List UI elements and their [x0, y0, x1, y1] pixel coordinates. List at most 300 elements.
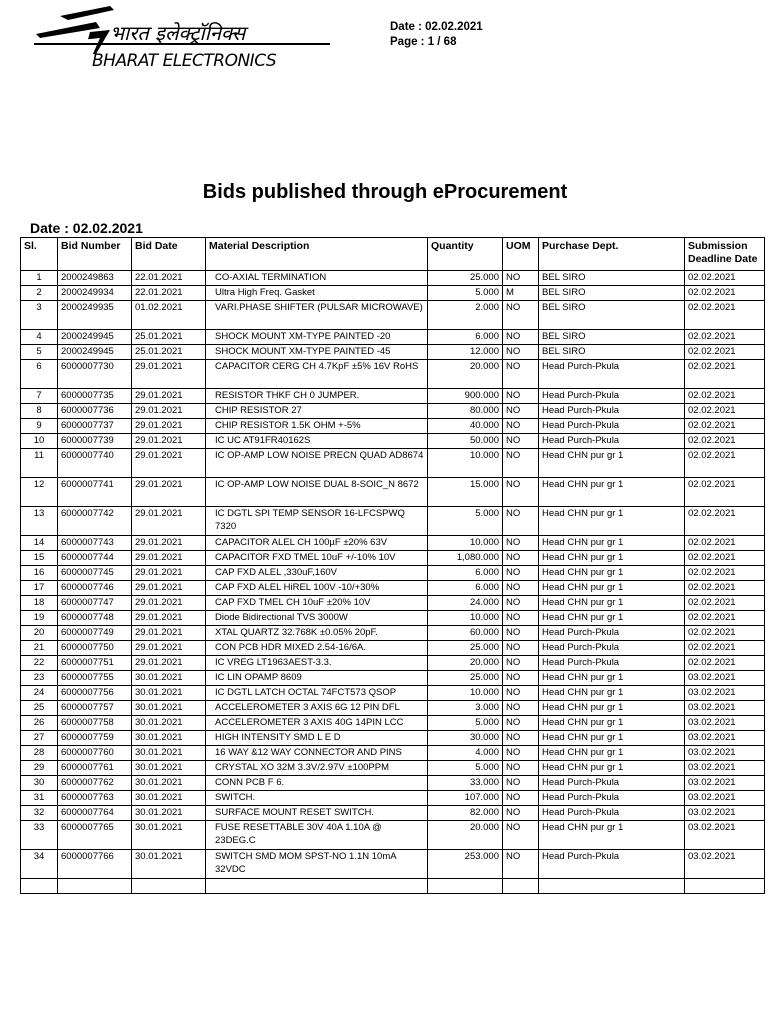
material-description-cell: [206, 286, 428, 301]
bid-date-cell: 30.01.2021: [132, 850, 206, 879]
deadline-cell: 02.02.2021: [685, 478, 765, 507]
sl-cell: 27: [21, 731, 58, 746]
material-description-cell: [206, 716, 428, 731]
purchase-dept-cell: Head CHN pur gr 1: [539, 581, 685, 596]
bid-number-cell: 6000007741: [58, 478, 132, 507]
uom-cell: NO: [503, 449, 539, 478]
material-description-cell: [206, 626, 428, 641]
purchase-dept-cell: Head CHN pur gr 1: [539, 596, 685, 611]
bid-number-cell: 6000007746: [58, 581, 132, 596]
sl-cell: 15: [21, 551, 58, 566]
material-description-text: SURFACE MOUNT RESET SWITCH.: [215, 807, 375, 818]
sl-cell: 12: [21, 478, 58, 507]
sl-cell: 8: [21, 404, 58, 419]
bid-number-cell: 6000007747: [58, 596, 132, 611]
sl-cell: 25: [21, 701, 58, 716]
uom-cell: NO: [503, 330, 539, 345]
sl-cell: 34: [21, 850, 58, 879]
material-description-cell: [206, 389, 428, 404]
deadline-cell: 03.02.2021: [685, 850, 765, 879]
material-description-cell: [206, 611, 428, 626]
quantity-cell: 5.000: [428, 716, 503, 731]
sl-cell: 10: [21, 434, 58, 449]
empty-cell: [428, 879, 503, 894]
uom-cell: NO: [503, 671, 539, 686]
quantity-cell: 82.000: [428, 806, 503, 821]
quantity-cell: 5.000: [428, 507, 503, 536]
bid-date-cell: 30.01.2021: [132, 701, 206, 716]
sl-cell: 20: [21, 626, 58, 641]
material-description-cell: [206, 806, 428, 821]
uom-cell: NO: [503, 404, 539, 419]
purchase-dept-cell: BEL SIRO: [539, 301, 685, 330]
logo-hindi-text: भारत इलेक्ट्रॉनिक्स: [110, 21, 246, 45]
col-bid-number: Bid Number: [58, 238, 132, 271]
deadline-cell: 02.02.2021: [685, 419, 765, 434]
empty-cell: [539, 879, 685, 894]
uom-cell: NO: [503, 850, 539, 879]
uom-cell: NO: [503, 776, 539, 791]
bid-number-cell: 2000249863: [58, 271, 132, 286]
bid-number-cell: 6000007748: [58, 611, 132, 626]
bid-date-cell: 29.01.2021: [132, 434, 206, 449]
uom-cell: NO: [503, 821, 539, 850]
bid-date-cell: 25.01.2021: [132, 345, 206, 360]
deadline-cell: 03.02.2021: [685, 746, 765, 761]
material-description-text: CHIP RESISTOR 1.5K OHM +-5%: [215, 420, 361, 431]
material-description-text: IC DGTL LATCH OCTAL 74FCT573 QSOP: [215, 687, 397, 698]
deadline-cell: 03.02.2021: [685, 761, 765, 776]
uom-cell: M: [503, 286, 539, 301]
sl-cell: 21: [21, 641, 58, 656]
material-description-cell: [206, 791, 428, 806]
material-description-text: SWITCH SMD MOM SPST-NO 1.1N 10mA 32VDC: [215, 851, 397, 875]
quantity-cell: 10.000: [428, 686, 503, 701]
material-description-text: IC VREG LT1963AEST-3.3.: [215, 657, 332, 668]
sl-cell: 16: [21, 566, 58, 581]
bid-date-cell: 29.01.2021: [132, 581, 206, 596]
deadline-cell: 03.02.2021: [685, 686, 765, 701]
bid-date-cell: 25.01.2021: [132, 330, 206, 345]
bid-number-cell: 6000007740: [58, 449, 132, 478]
bid-number-cell: 6000007759: [58, 731, 132, 746]
quantity-cell: 10.000: [428, 536, 503, 551]
uom-cell: NO: [503, 478, 539, 507]
material-description-cell: [206, 301, 428, 330]
purchase-dept-cell: Head Purch-Pkula: [539, 626, 685, 641]
material-description-text: SHOCK MOUNT XM-TYPE PAINTED -45: [215, 346, 391, 357]
table-row: [21, 551, 765, 566]
purchase-dept-cell: Head CHN pur gr 1: [539, 566, 685, 581]
deadline-cell: 02.02.2021: [685, 404, 765, 419]
purchase-dept-cell: BEL SIRO: [539, 286, 685, 301]
quantity-cell: 25.000: [428, 641, 503, 656]
bid-date-cell: 30.01.2021: [132, 671, 206, 686]
material-description-cell: [206, 434, 428, 449]
sl-cell: 1: [21, 271, 58, 286]
material-description-text: CRYSTAL XO 32M 3.3V/2.97V ±100PPM: [215, 762, 390, 773]
header-date: Date : 02.02.2021: [390, 21, 483, 33]
purchase-dept-cell: BEL SIRO: [539, 330, 685, 345]
material-description-text: CONN PCB F 6.: [215, 777, 285, 788]
material-description-text: IC OP-AMP LOW NOISE PRECN QUAD AD8674: [215, 450, 424, 461]
bid-number-cell: 6000007757: [58, 701, 132, 716]
bid-date-cell: 29.01.2021: [132, 419, 206, 434]
sl-cell: 33: [21, 821, 58, 850]
material-description-text: RESISTOR THKF CH 0 JUMPER.: [215, 390, 360, 401]
uom-cell: NO: [503, 271, 539, 286]
material-description-text: CAP FXD ALEL HiREL 100V -10/+30%: [215, 582, 380, 593]
material-description-text: ACCELEROMETER 3 AXIS 6G 12 PIN DFL: [215, 702, 400, 713]
quantity-cell: 40.000: [428, 419, 503, 434]
bid-date-cell: 30.01.2021: [132, 821, 206, 850]
bid-date-cell: 30.01.2021: [132, 731, 206, 746]
uom-cell: NO: [503, 701, 539, 716]
bid-number-cell: 6000007764: [58, 806, 132, 821]
sl-cell: 11: [21, 449, 58, 478]
material-description-text: FUSE RESETTABLE 30V 40A 1.10A @ 23DEG.C: [215, 822, 382, 846]
material-description-text: XTAL QUARTZ 32.768K ±0.05% 20pF.: [215, 627, 378, 638]
sl-cell: 26: [21, 716, 58, 731]
sl-cell: 29: [21, 761, 58, 776]
bid-date-cell: 29.01.2021: [132, 389, 206, 404]
bid-number-cell: 6000007735: [58, 389, 132, 404]
bids-table: [20, 237, 765, 894]
uom-cell: NO: [503, 746, 539, 761]
sl-cell: 7: [21, 389, 58, 404]
quantity-cell: 25.000: [428, 271, 503, 286]
material-description-cell: [206, 821, 428, 850]
bid-date-cell: 22.01.2021: [132, 271, 206, 286]
table-row: [21, 286, 765, 301]
bid-number-cell: 2000249945: [58, 330, 132, 345]
purchase-dept-cell: Head CHN pur gr 1: [539, 671, 685, 686]
quantity-cell: 20.000: [428, 360, 503, 389]
material-description-text: 16 WAY &12 WAY CONNECTOR AND PINS: [215, 747, 402, 758]
material-description-cell: [206, 731, 428, 746]
bid-number-cell: 6000007749: [58, 626, 132, 641]
material-description-text: Diode Bidirectional TVS 3000W: [215, 612, 348, 623]
deadline-cell: 02.02.2021: [685, 271, 765, 286]
table-row: [21, 686, 765, 701]
uom-cell: NO: [503, 626, 539, 641]
table-row: [21, 581, 765, 596]
table-header-row: [21, 238, 765, 271]
bid-number-cell: 6000007758: [58, 716, 132, 731]
material-description-text: CHIP RESISTOR 27: [215, 405, 302, 416]
material-description-cell: [206, 536, 428, 551]
empty-row: [21, 879, 765, 894]
material-description-cell: [206, 761, 428, 776]
sl-cell: 14: [21, 536, 58, 551]
quantity-cell: 80.000: [428, 404, 503, 419]
header-page: Page : 1 / 68: [390, 36, 457, 48]
table-row: [21, 731, 765, 746]
deadline-cell: 03.02.2021: [685, 791, 765, 806]
purchase-dept-cell: Head Purch-Pkula: [539, 656, 685, 671]
bid-number-cell: 6000007763: [58, 791, 132, 806]
bid-date-cell: 29.01.2021: [132, 536, 206, 551]
sl-cell: 30: [21, 776, 58, 791]
purchase-dept-cell: Head CHN pur gr 1: [539, 731, 685, 746]
quantity-cell: 25.000: [428, 671, 503, 686]
purchase-dept-cell: Head CHN pur gr 1: [539, 761, 685, 776]
bid-date-cell: 30.01.2021: [132, 761, 206, 776]
purchase-dept-cell: Head Purch-Pkula: [539, 404, 685, 419]
material-description-cell: [206, 566, 428, 581]
purchase-dept-cell: Head Purch-Pkula: [539, 791, 685, 806]
bid-number-cell: 6000007762: [58, 776, 132, 791]
uom-cell: NO: [503, 389, 539, 404]
deadline-cell: 02.02.2021: [685, 536, 765, 551]
col-submission-deadline: Submission Deadline Date: [685, 238, 765, 271]
bid-date-cell: 30.01.2021: [132, 806, 206, 821]
bid-date-cell: 29.01.2021: [132, 507, 206, 536]
quantity-cell: 2.000: [428, 301, 503, 330]
table-row: [21, 419, 765, 434]
material-description-cell: [206, 478, 428, 507]
quantity-cell: 12.000: [428, 345, 503, 360]
material-description-cell: [206, 507, 428, 536]
purchase-dept-cell: Head Purch-Pkula: [539, 434, 685, 449]
material-description-cell: [206, 671, 428, 686]
uom-cell: NO: [503, 566, 539, 581]
material-description-text: CAPACITOR ALEL CH 100µF ±20% 63V: [215, 537, 388, 548]
empty-cell: [21, 879, 58, 894]
table-row: [21, 761, 765, 776]
quantity-cell: 30.000: [428, 731, 503, 746]
header-meta: [390, 20, 483, 50]
bid-date-cell: 29.01.2021: [132, 551, 206, 566]
table-row: [21, 596, 765, 611]
bid-number-cell: 6000007743: [58, 536, 132, 551]
sl-cell: 23: [21, 671, 58, 686]
bid-number-cell: 6000007739: [58, 434, 132, 449]
bid-date-cell: 29.01.2021: [132, 656, 206, 671]
table-row: [21, 821, 765, 850]
table-row: [21, 434, 765, 449]
deadline-cell: 02.02.2021: [685, 449, 765, 478]
deadline-cell: 02.02.2021: [685, 286, 765, 301]
quantity-cell: 50.000: [428, 434, 503, 449]
quantity-cell: 24.000: [428, 596, 503, 611]
deadline-cell: 02.02.2021: [685, 389, 765, 404]
deadline-cell: 03.02.2021: [685, 716, 765, 731]
deadline-cell: 02.02.2021: [685, 434, 765, 449]
sl-cell: 17: [21, 581, 58, 596]
table-row: [21, 611, 765, 626]
quantity-cell: 253.000: [428, 850, 503, 879]
quantity-cell: 20.000: [428, 656, 503, 671]
uom-cell: NO: [503, 641, 539, 656]
deadline-cell: 03.02.2021: [685, 671, 765, 686]
material-description-text: HIGH INTENSITY SMD L E D: [215, 732, 341, 743]
bid-date-cell: 29.01.2021: [132, 478, 206, 507]
table-row: [21, 566, 765, 581]
table-row: [21, 449, 765, 478]
bid-number-cell: 6000007761: [58, 761, 132, 776]
bid-number-cell: 2000249935: [58, 301, 132, 330]
deadline-cell: 03.02.2021: [685, 806, 765, 821]
uom-cell: NO: [503, 761, 539, 776]
bel-logo: [30, 4, 340, 70]
purchase-dept-cell: Head CHN pur gr 1: [539, 701, 685, 716]
quantity-cell: 6.000: [428, 581, 503, 596]
table-row: [21, 330, 765, 345]
material-description-cell: [206, 360, 428, 389]
uom-cell: NO: [503, 716, 539, 731]
col-sl: Sl.: [21, 238, 58, 271]
quantity-cell: 15.000: [428, 478, 503, 507]
purchase-dept-cell: Head CHN pur gr 1: [539, 478, 685, 507]
material-description-text: IC DGTL SPI TEMP SENSOR 16-LFCSPWQ 7320: [215, 508, 405, 532]
sl-cell: 18: [21, 596, 58, 611]
deadline-cell: 02.02.2021: [685, 641, 765, 656]
uom-cell: NO: [503, 611, 539, 626]
sl-cell: 2: [21, 286, 58, 301]
table-row: [21, 701, 765, 716]
deadline-cell: 02.02.2021: [685, 581, 765, 596]
material-description-text: IC OP-AMP LOW NOISE DUAL 8-SOIC_N 8672: [215, 479, 419, 490]
quantity-cell: 900.000: [428, 389, 503, 404]
deadline-cell: 02.02.2021: [685, 551, 765, 566]
material-description-text: SHOCK MOUNT XM-TYPE PAINTED -20: [215, 331, 391, 342]
bid-number-cell: 6000007765: [58, 821, 132, 850]
sl-cell: 9: [21, 419, 58, 434]
uom-cell: NO: [503, 360, 539, 389]
uom-cell: NO: [503, 536, 539, 551]
material-description-cell: [206, 596, 428, 611]
bid-date-cell: 29.01.2021: [132, 404, 206, 419]
empty-cell: [685, 879, 765, 894]
table-row: [21, 626, 765, 641]
uom-cell: NO: [503, 507, 539, 536]
purchase-dept-cell: Head CHN pur gr 1: [539, 536, 685, 551]
quantity-cell: 60.000: [428, 626, 503, 641]
material-description-cell: [206, 330, 428, 345]
col-material-description: Material Description: [206, 238, 428, 271]
purchase-dept-cell: Head Purch-Pkula: [539, 806, 685, 821]
table-row: [21, 389, 765, 404]
sl-cell: 24: [21, 686, 58, 701]
material-description-text: CAP FXD ALEL ,330uF,160V: [215, 567, 337, 578]
date-label: Date : 02.02.2021: [30, 220, 143, 236]
material-description-cell: [206, 271, 428, 286]
table-row: [21, 271, 765, 286]
quantity-cell: 1,080.000: [428, 551, 503, 566]
purchase-dept-cell: Head CHN pur gr 1: [539, 551, 685, 566]
bid-date-cell: 29.01.2021: [132, 641, 206, 656]
table-row: [21, 507, 765, 536]
uom-cell: NO: [503, 345, 539, 360]
purchase-dept-cell: Head CHN pur gr 1: [539, 821, 685, 850]
deadline-cell: 02.02.2021: [685, 611, 765, 626]
bid-number-cell: 6000007751: [58, 656, 132, 671]
purchase-dept-cell: Head CHN pur gr 1: [539, 716, 685, 731]
material-description-cell: [206, 449, 428, 478]
table-row: [21, 850, 765, 879]
table-row: [21, 404, 765, 419]
purchase-dept-cell: Head Purch-Pkula: [539, 389, 685, 404]
sl-cell: 22: [21, 656, 58, 671]
deadline-cell: 02.02.2021: [685, 656, 765, 671]
col-bid-date: Bid Date: [132, 238, 206, 271]
quantity-cell: 5.000: [428, 286, 503, 301]
material-description-cell: [206, 746, 428, 761]
deadline-cell: 03.02.2021: [685, 821, 765, 850]
uom-cell: NO: [503, 419, 539, 434]
bid-number-cell: 6000007766: [58, 850, 132, 879]
table-row: [21, 301, 765, 330]
uom-cell: NO: [503, 581, 539, 596]
quantity-cell: 3.000: [428, 701, 503, 716]
uom-cell: NO: [503, 686, 539, 701]
material-description-text: CO-AXIAL TERMINATION: [215, 272, 327, 283]
bid-number-cell: 6000007760: [58, 746, 132, 761]
deadline-cell: 03.02.2021: [685, 731, 765, 746]
deadline-cell: 02.02.2021: [685, 596, 765, 611]
deadline-cell: 02.02.2021: [685, 626, 765, 641]
bid-date-cell: 29.01.2021: [132, 611, 206, 626]
uom-cell: NO: [503, 596, 539, 611]
uom-cell: NO: [503, 656, 539, 671]
table-row: [21, 360, 765, 389]
quantity-cell: 107.000: [428, 791, 503, 806]
bid-date-cell: 30.01.2021: [132, 716, 206, 731]
material-description-cell: [206, 686, 428, 701]
bid-date-cell: 30.01.2021: [132, 686, 206, 701]
bid-date-cell: 30.01.2021: [132, 746, 206, 761]
page-title: Bids published through eProcurement: [202, 181, 568, 203]
uom-cell: NO: [503, 806, 539, 821]
bid-date-cell: 29.01.2021: [132, 360, 206, 389]
material-description-text: CAP FXD TMEL CH 10uF ±20% 10V: [215, 597, 371, 608]
material-description-cell: [206, 850, 428, 879]
bid-date-cell: 29.01.2021: [132, 596, 206, 611]
bid-date-cell: 01.02.2021: [132, 301, 206, 330]
bid-number-cell: 2000249945: [58, 345, 132, 360]
material-description-cell: [206, 419, 428, 434]
bid-date-cell: 29.01.2021: [132, 449, 206, 478]
logo-english-text: BHARAT ELECTRONICS: [92, 51, 277, 70]
quantity-cell: 6.000: [428, 566, 503, 581]
material-description-text: ACCELEROMETER 3 AXIS 40G 14PIN LCC: [215, 717, 404, 728]
uom-cell: NO: [503, 731, 539, 746]
bid-number-cell: 6000007736: [58, 404, 132, 419]
material-description-text: SWITCH.: [215, 792, 256, 803]
bid-number-cell: 6000007730: [58, 360, 132, 389]
sl-cell: 4: [21, 330, 58, 345]
uom-cell: NO: [503, 434, 539, 449]
deadline-cell: 03.02.2021: [685, 776, 765, 791]
table-row: [21, 478, 765, 507]
material-description-text: IC UC AT91FR40162S: [215, 435, 311, 446]
material-description-text: IC LIN OPAMP 8609: [215, 672, 302, 683]
purchase-dept-cell: Head CHN pur gr 1: [539, 449, 685, 478]
material-description-cell: [206, 581, 428, 596]
material-description-cell: [206, 404, 428, 419]
deadline-cell: 02.02.2021: [685, 360, 765, 389]
empty-cell: [58, 879, 132, 894]
material-description-cell: [206, 776, 428, 791]
bid-number-cell: 6000007755: [58, 671, 132, 686]
quantity-cell: 10.000: [428, 449, 503, 478]
sl-cell: 32: [21, 806, 58, 821]
purchase-dept-cell: Head Purch-Pkula: [539, 641, 685, 656]
uom-cell: NO: [503, 791, 539, 806]
bid-number-cell: 6000007744: [58, 551, 132, 566]
table-row: [21, 536, 765, 551]
